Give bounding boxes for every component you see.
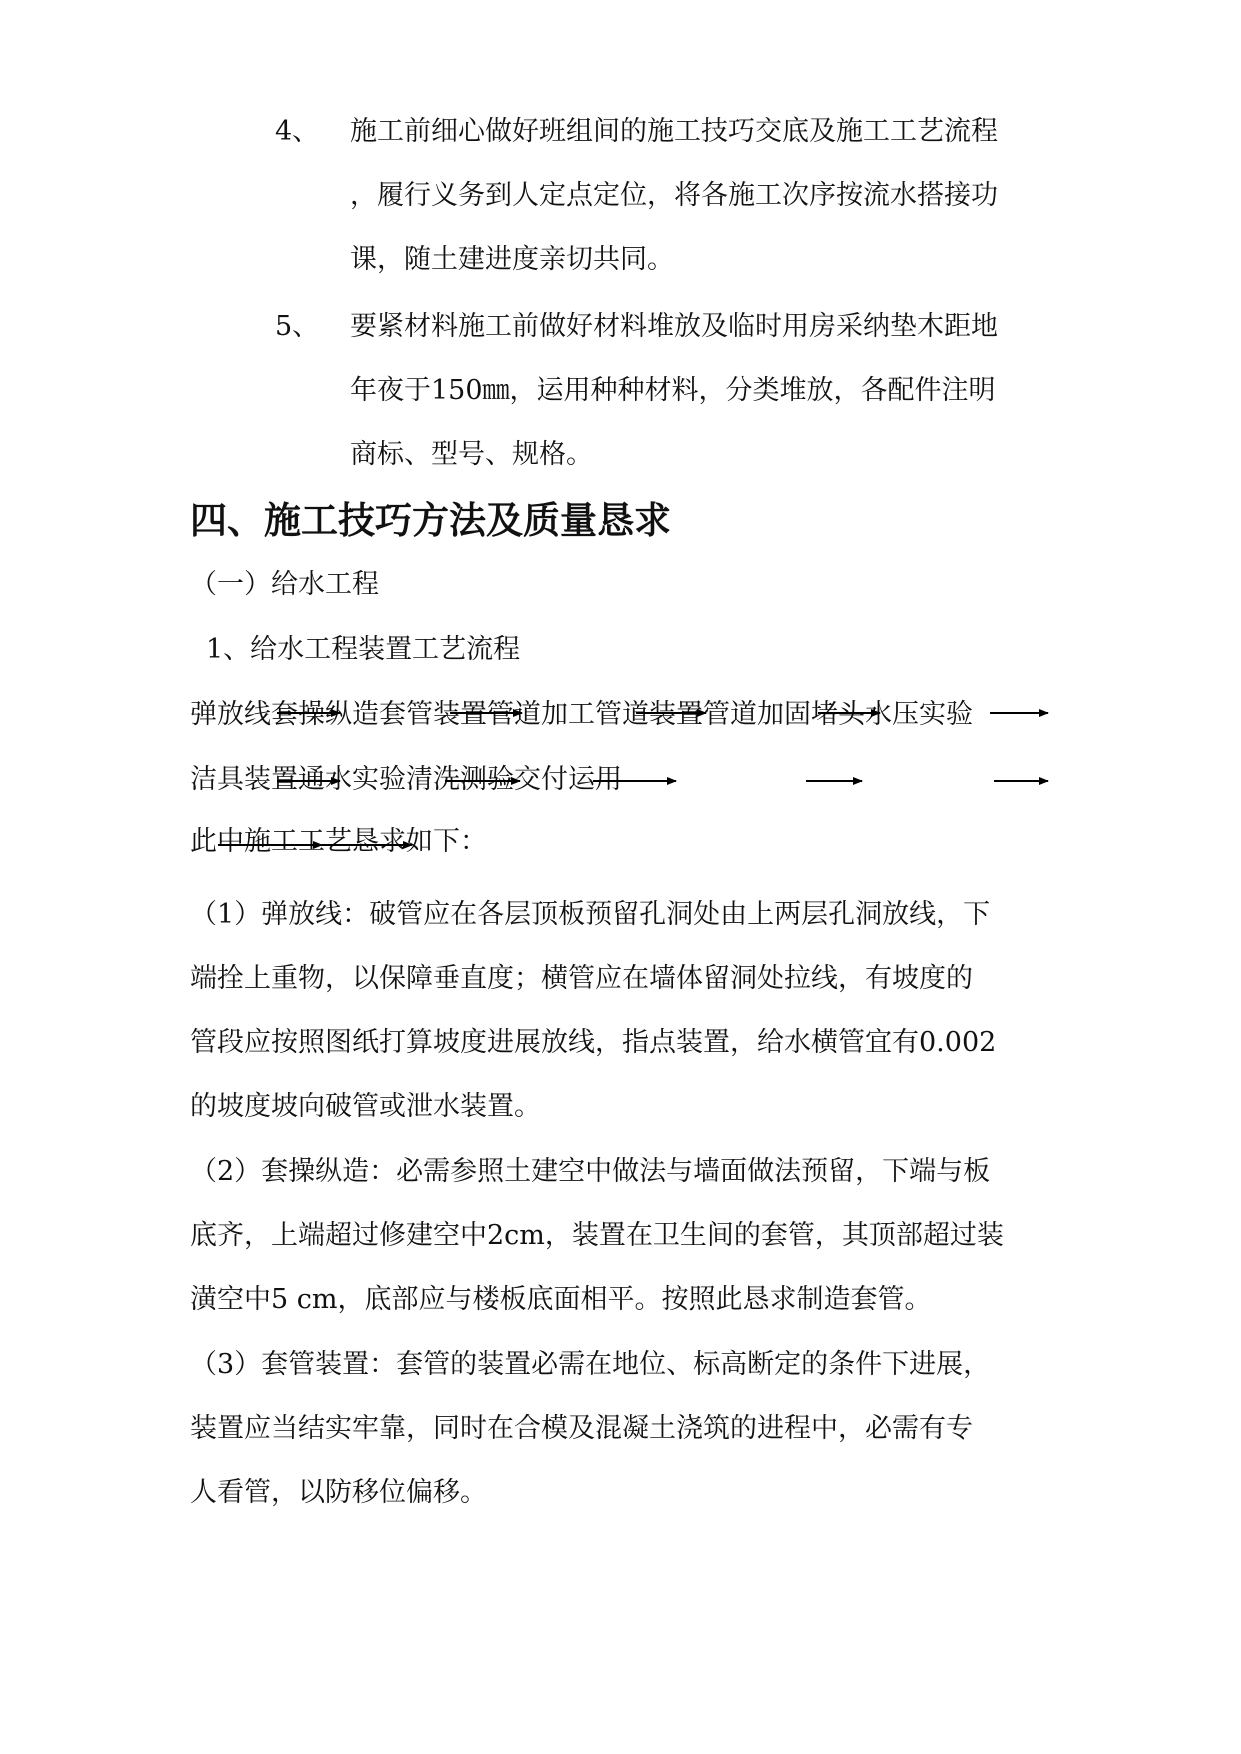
paragraph-line: 底齐，上端超过修建空中2cm，装置在卫生间的套管，其顶部超过装 — [190, 1220, 1004, 1251]
sub-item-title: 1、给水工程装置工艺流程 — [206, 634, 521, 665]
flow-line-1: 弹放线套操纵造套管装置管道加工管道装置管道加固堵头水压实验 — [190, 699, 973, 730]
list-number: 4、 — [275, 116, 320, 147]
list-text — [350, 295, 1050, 487]
flow-line-2: 洁具装置通水实验清洗测验交付运用 — [190, 764, 622, 795]
paragraph-line: 的坡度坡向破管或泄水装置。 — [190, 1091, 541, 1122]
section-heading: 四、施工技巧方法及质量恳求 — [190, 498, 671, 542]
paragraph-3 — [190, 1333, 1070, 1525]
text-line: 课，随土建进度亲切共同。 — [350, 244, 674, 275]
paragraph-line: （1）弹放线：破管应在各层顶板预留孔洞处由上两层孔洞放线，下 — [190, 899, 991, 930]
paragraph-line: 装置应当结实牢靠，同时在合模及混凝土浇筑的进程中，必需有专 — [190, 1413, 973, 1444]
paragraph-2 — [190, 1140, 1070, 1332]
paragraph-line: （2）套操纵造：必需参照土建空中做法与墙面做法预留，下端与板 — [190, 1156, 991, 1187]
list-text — [350, 100, 1050, 292]
list-number: 5、 — [275, 311, 320, 342]
paragraph-line: 管段应按照图纸打算坡度进展放线，指点装置，给水横管宜有0.002 — [190, 1027, 997, 1058]
paragraph-line: 人看管，以防移位偏移。 — [190, 1477, 487, 1508]
paragraph-1 — [190, 883, 1070, 1139]
text-line: 商标、型号、规格。 — [350, 439, 593, 470]
paragraph-line: （3）套管装置：套管的装置必需在地位、标高断定的条件下进展， — [190, 1349, 991, 1380]
paragraph-line: 潢空中5 cm，底部应与楼板底面相平。按照此恳求制造套管。 — [190, 1284, 932, 1315]
paragraph-line: 端拴上重物，以保障垂直度；横管应在墙体留洞处拉线，有坡度的 — [190, 963, 973, 994]
text-line: 要紧材料施工前做好材料堆放及临时用房采纳垫木距地 — [350, 311, 998, 342]
subsection-title: （一）给水工程 — [190, 569, 379, 600]
text-line: 年夜于150㎜，运用种种材料，分类堆放，各配件注明 — [350, 375, 996, 406]
text-line: ，履行义务到人定点定位，将各施工次序按流水搭接功 — [350, 180, 998, 211]
text-line: 施工前细心做好班组间的施工技巧交底及施工工艺流程 — [350, 116, 998, 147]
intro-line: 此中施工工艺恳求如下： — [190, 826, 487, 857]
